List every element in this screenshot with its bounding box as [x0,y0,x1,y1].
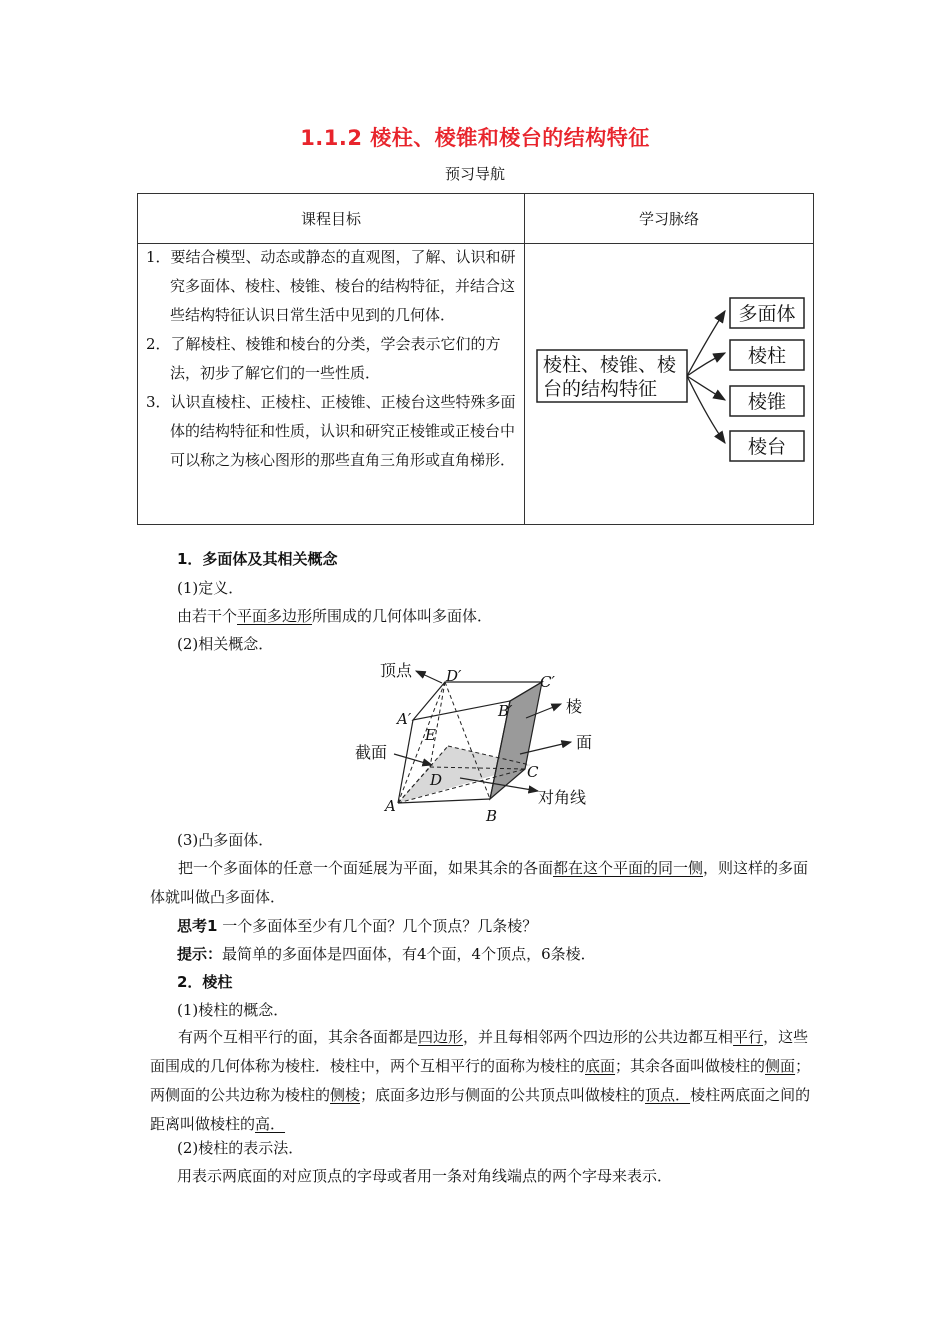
goals-table [137,193,814,525]
outline-diagram [525,244,815,524]
arrow-vertex [416,671,442,683]
point-E: E [425,726,436,744]
underline-blank: 底面 [585,1057,616,1075]
point-C: C [527,763,539,781]
point-B: B [486,807,498,825]
think-1: 思考1 一个多面体至少有几个面？几个顶点？几条棱？ [177,917,538,935]
outline-cell [525,244,814,525]
goal-item-3: 3．认识直棱柱、正棱柱、正棱锥、正棱台这些特殊多面体的结构特征和性质，认识和研究正棱锥或正棱台中可以称之为核心图形的那些直角三角形或直角梯形． [146,393,516,469]
point-D: D [430,771,443,789]
section2-notation-label: (2)棱柱的表示法． [177,1139,304,1157]
underline-blank: 平行 [733,1028,764,1046]
page-subtitle: 预习导航 [444,165,505,183]
point-Bp: B′ [498,702,513,720]
section1-def-text: 由若干个平面多边形所围成的几何体叫多面体． [177,607,493,625]
col-header-outline: 学习脉络 [525,194,814,244]
section2-notation-text: 用表示两底面的对应顶点的字母或者用一条对角线端点的两个字母来表示． [177,1167,673,1185]
goal-list [138,243,524,475]
page-title: 1.1.2 棱柱、棱锥和棱台的结构特征 [300,126,650,150]
outline-root-line1: 棱柱、棱锥、棱 [543,354,677,376]
label-face: 面 [576,733,593,752]
label-vertex: 顶点 [380,661,413,680]
shaded-side-face [490,682,542,799]
underline-blank: 侧面 [765,1057,796,1075]
section1-concept-label: (2)相关概念． [177,635,274,653]
point-Ap: A′ [397,710,412,728]
outline-label-pyramid: 棱锥 [747,391,787,413]
polyhedron-figure [350,658,610,828]
point-A: A [385,797,396,815]
outline-arrow-1 [687,311,725,376]
hint-1: 提示：最简单的多面体是四面体，有4个面，4个顶点，6条棱． [177,945,596,963]
label-edge: 棱 [566,697,583,716]
outline-label-prism: 棱柱 [747,345,787,367]
underline-blank: 都在这个平面的同一侧 [553,859,704,877]
label-diagonal: 对角线 [538,788,587,807]
underline-blank: 四边形 [418,1028,464,1046]
section2-concept-label: (1)棱柱的概念． [177,1001,289,1019]
underline-blank: 平面多边形 [237,607,313,625]
point-Dp: D′ [446,667,462,685]
goal-item-2: 2．了解棱柱、棱锥和棱台的分类，学会表示它们的方法，初步了解它们的一些性质． [146,335,501,382]
section1-convex-text: 把一个多面体的任意一个面延展为平面，如果其余的各面都在这个平面的同一侧，则这样的多面体就叫做凸多面体． [150,859,809,906]
outline-root-line2: 台的结构特征 [543,378,658,400]
label-section: 截面 [355,743,388,762]
point-Cp: C′ [540,673,555,691]
think-label: 思考1 [177,917,218,935]
section2-heading: 2．棱柱 [177,973,233,991]
outline-label-frustum: 棱台 [747,436,787,458]
outline-arrow-4 [687,376,725,443]
underline-blank: 高． [255,1115,286,1133]
col-header-goals: 课程目标 [138,194,525,244]
goals-cell [138,244,525,525]
section1-def-label: (1)定义． [177,579,244,597]
section1-convex-label: (3)凸多面体． [177,831,274,849]
goal-item-1: 1．要结合模型、动态或静态的直观图，了解、认识和研究多面体、棱柱、棱锥、棱台的结构特征，并结合这些结构特征认识日常生活中见到的几何体． [146,248,516,324]
section1-heading: 1．多面体及其相关概念 [177,550,338,568]
hint-label: 提示： [177,945,223,963]
section2-concept-text: 有两个互相平行的面，其余各面都是四边形，并且每相邻两个四边形的公共边都互相平行，这些面围成的几何体称为棱柱．棱柱中，两个互相平行的面称为棱柱的底面；其余各面叫做棱柱的侧面；两侧面的公共边称为棱柱的侧棱；底面多边形与侧面的公共顶点叫做棱柱的顶点．棱柱两底面之间的距离叫做棱柱的高． [150,1028,811,1133]
underline-blank: 侧棱 [330,1086,361,1104]
outline-label-polyhedron: 多面体 [738,303,796,325]
underline-blank: 顶点． [645,1086,691,1104]
